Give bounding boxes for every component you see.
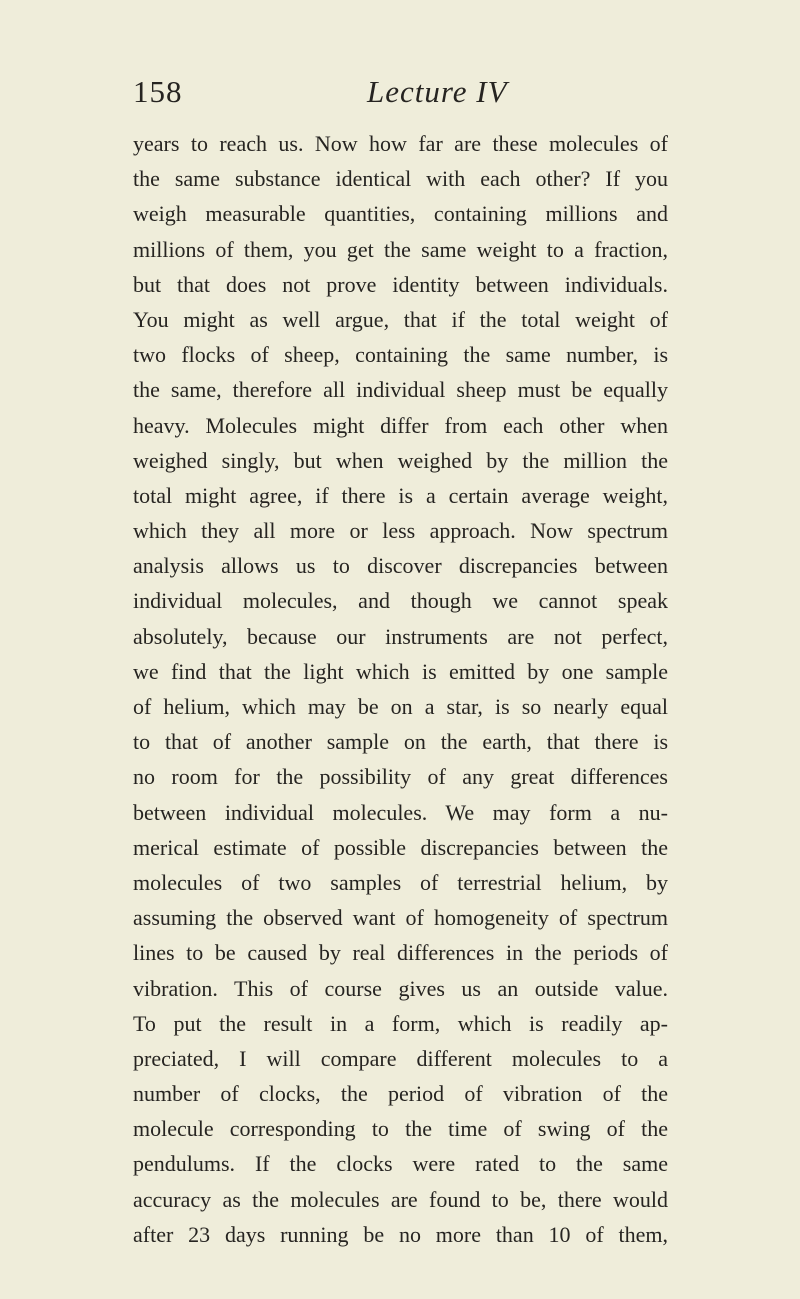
text-line: but that does not prove identity between individuals.: [133, 271, 668, 297]
text-line: no room for the possibility of any great differences: [133, 764, 668, 790]
text-line: individual molecules, and though we cannot speak: [133, 588, 668, 614]
text-line: number of clocks, the period of vibration of the: [133, 1081, 668, 1107]
text-line: heavy. Molecules might differ from each other when: [133, 412, 668, 438]
text-line: accuracy as the molecules are found to be, there would: [133, 1186, 668, 1212]
text-line: To put the result in a form, which is readily ap-: [133, 1010, 668, 1036]
text-line: the same, therefore all individual sheep must be equally: [133, 377, 668, 403]
text-line: the same substance identical with each other? If you: [133, 166, 668, 192]
text-line: we find that the light which is emitted by one sample: [133, 658, 668, 684]
text-line: of helium, which may be on a star, is so nearly equal: [133, 694, 668, 719]
text-line: merical estimate of possible discrepancies between the: [133, 834, 668, 860]
text-line: molecules of two samples of terrestrial helium, by: [133, 869, 668, 895]
text-line: vibration. This of course gives us an outside value.: [133, 975, 668, 1001]
text-line: You might as well argue, that if the total weight of: [133, 306, 668, 332]
text-line: molecule corresponding to the time of swing of the: [133, 1116, 668, 1142]
text-line: total might agree, if there is a certain average weight,: [133, 482, 668, 508]
text-line: lines to be caused by real differences in the periods of: [133, 940, 668, 966]
page-header: [133, 72, 668, 112]
body-text: [133, 126, 668, 1252]
text-line: weighed singly, but when weighed by the million the: [133, 447, 668, 473]
text-line: years to reach us. Now how far are these molecules of: [133, 131, 668, 156]
text-line: after 23 days running be no more than 10 of them,: [133, 1221, 668, 1247]
text-line: pendulums. If the clocks were rated to the same: [133, 1151, 668, 1177]
text-line: analysis allows us to discover discrepancies between: [133, 553, 668, 579]
text-line: millions of them, you get the same weight to a fraction,: [133, 236, 668, 262]
running-head: Lecture IV: [367, 74, 508, 109]
text-line: two flocks of sheep, containing the same number, is: [133, 342, 668, 368]
text-line: which they all more or less approach. Now spectrum: [133, 518, 668, 544]
text-line: between individual molecules. We may form a nu-: [133, 799, 668, 825]
text-line: preciated, I will compare different molecules to a: [133, 1045, 668, 1071]
page-number: 158: [133, 74, 183, 109]
text-line: assuming the observed want of homogeneity of spectrum: [133, 905, 668, 931]
text-line: to that of another sample on the earth, that there is: [133, 729, 668, 755]
text-line: absolutely, because our instruments are not perfect,: [133, 623, 668, 649]
text-line: weigh measurable quantities, containing millions and: [133, 201, 668, 227]
